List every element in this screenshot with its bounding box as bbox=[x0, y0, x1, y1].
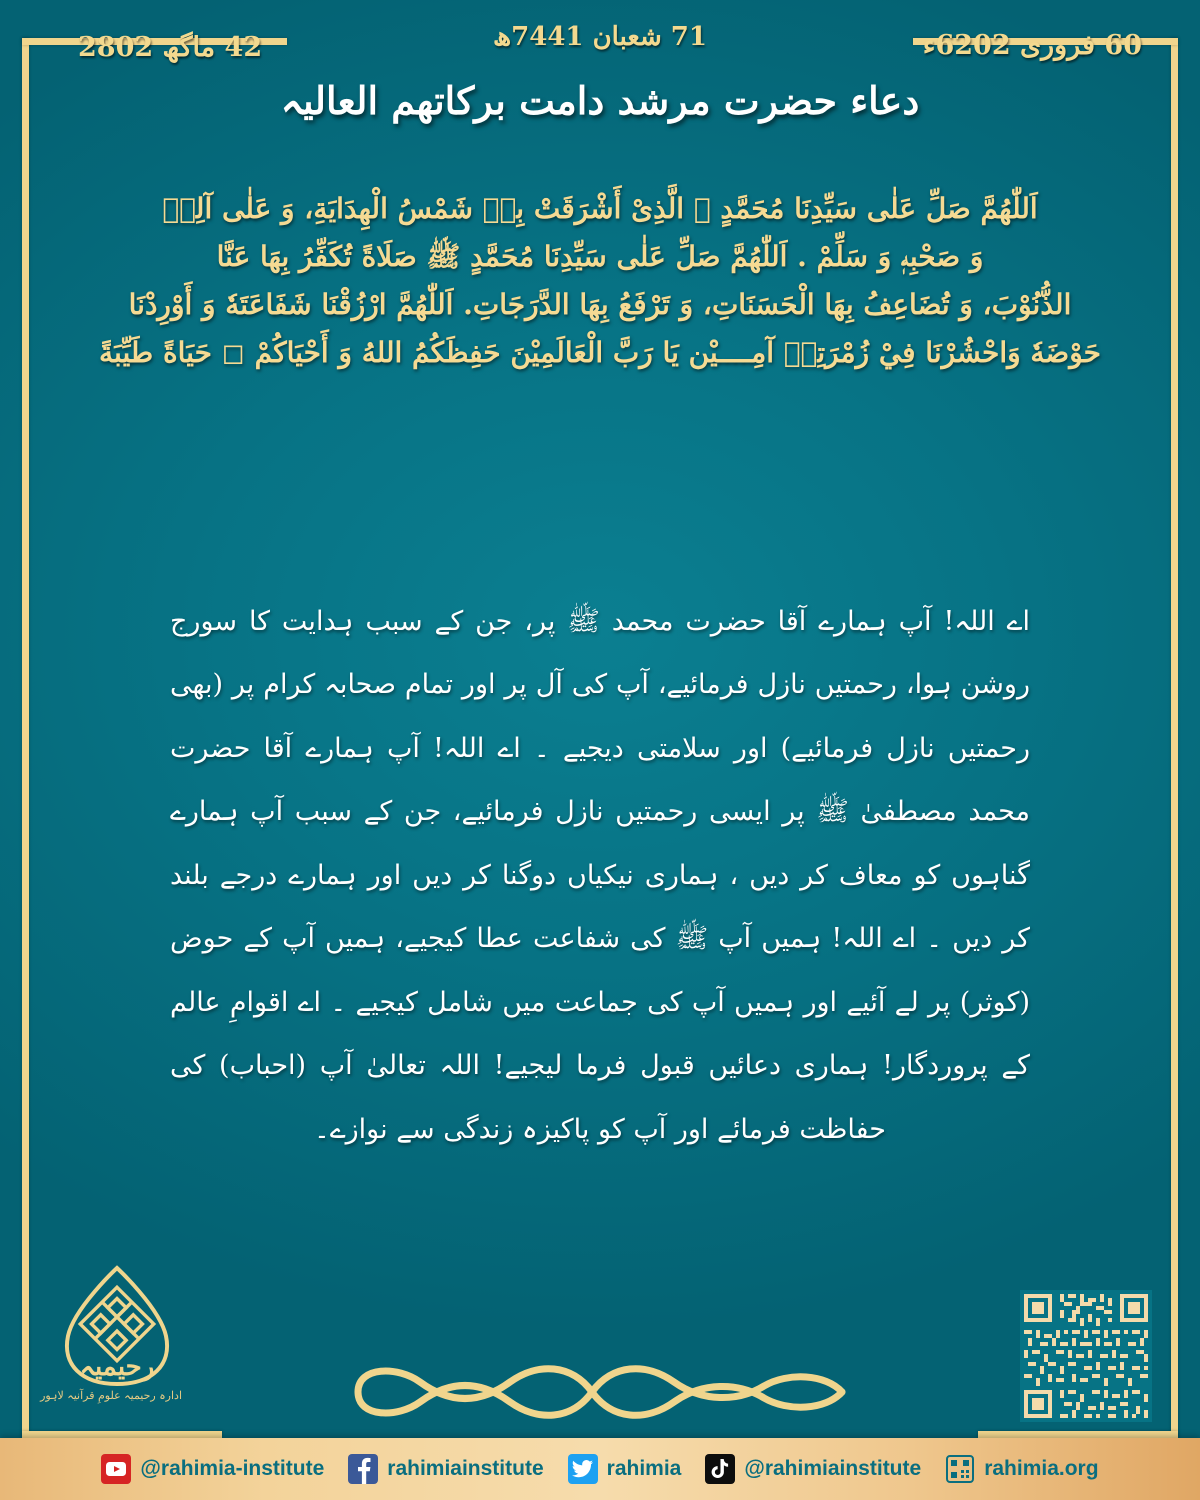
facebook-handle: rahimiainstitute bbox=[387, 1457, 544, 1480]
social-youtube[interactable] bbox=[101, 1454, 324, 1484]
website-handle: rahimia.org bbox=[984, 1457, 1099, 1480]
arabic-line-3: الذُّنُوْبَ، وَ تُضَاعِفُ بِهَا الْحَسَنَاتِ، وَ تَرْفَعُ بِهَا الدَّرَجَاتِ. اَللّٰهُمَّ ارْزُقْنَا شَفَاعَتَهٗ وَ أَوْرِدْنَا bbox=[128, 288, 1072, 322]
tiktok-icon bbox=[705, 1454, 735, 1484]
arabic-line-2: وَ صَحْبِهٖ وَ سَلِّمْ . اَللّٰهُمَّ صَلِّ عَلٰى سَيِّدِنَا مُحَمَّدٍ ﷺ صَلَاةً تُكَفِّرُ بِهَا عَنَّا bbox=[216, 240, 984, 274]
frame-border-right bbox=[1171, 38, 1178, 1438]
rahimia-logo bbox=[40, 1262, 182, 1412]
social-twitter[interactable] bbox=[568, 1454, 682, 1484]
logo-subtitle: ادارہ رحیمیہ علومِ قرآنیہ لاہور bbox=[40, 1389, 182, 1402]
footer-social-bar bbox=[0, 1438, 1200, 1500]
twitter-handle: rahimia bbox=[606, 1457, 682, 1480]
facebook-icon bbox=[348, 1454, 378, 1484]
decorative-flourish bbox=[340, 1352, 860, 1432]
header bbox=[0, 0, 1200, 150]
date-hijri: 17 شعبان 1447ھ bbox=[493, 22, 707, 52]
social-website[interactable] bbox=[945, 1454, 1098, 1484]
urdu-translation-text: اے اللہ! آپ ہمارے آقا حضرت محمد ﷺ پر، جن کے سبب ہدایت کا سورج روشن ہوا، رحمتیں نازل فرمائیے، آپ کی آل پر اور تمام صحابہ کرام پر (بھی رحمتیں نازل فرمائیے) اور سلامتی دیجیے ۔ اے اللہ! آپ ہمارے آقا حضرت محمد مصطفیٰ ﷺ پر ایسی رحمتیں نازل فرمائیے، جن کے سبب آپ ہمارے گناہوں کو معاف کر دیں ، ہماری نیکیاں دوگنا کر دیں اور ہمارے درجے بلند کر دیں ۔ اے اللہ! ہمیں آپ ﷺ کی شفاعت عطا کیجیے، ہمیں آپ کے حوض (کوثر) پر لے آئیے اور ہمیں آپ کی جماعت میں شامل کیجیے ۔ اے اقوامِ عالم کے پروردگار! ہماری دعائیں قبول فرما لیجیے! اللہ تعالیٰ آپ (احباب) کی حفاظت فرمائے اور آپ کو پاکیزہ زندگی سے نوازے۔ bbox=[170, 606, 1030, 1145]
date-bikrami: 24 ماگھ 2082 bbox=[78, 32, 263, 63]
arabic-dua-text bbox=[78, 185, 1122, 378]
arabic-line-1: اَللّٰهُمَّ صَلِّ عَلٰى سَيِّدِنَا مُحَمَّدٍ ﷺ الَّذِىْ أَشْرَقَتْ بِهٖ شَمْسُ الْهِدَايَةِ، وَ عَلٰى آلِهٖ bbox=[162, 192, 1038, 225]
website-icon bbox=[945, 1454, 975, 1484]
twitter-icon bbox=[568, 1454, 598, 1484]
frame-border-bottom-left bbox=[22, 1431, 222, 1438]
date-gregorian: 06 فروری 2026ء bbox=[922, 30, 1142, 61]
frame-border-left bbox=[22, 38, 29, 1438]
arabic-line-4: حَوْضَهٗ وَاحْشُرْنَا فِيْ زُمْرَتِهٖ آمِــــيْن يَا رَبَّ الْعَالَمِيْنَ حَفِظَكُمُ اللهُ وَ أَحْيَاكُمْ ◻ حَيَاةً طَيِّبَةً bbox=[99, 336, 1101, 370]
frame-border-bottom-right bbox=[978, 1431, 1178, 1438]
youtube-icon bbox=[101, 1454, 131, 1484]
page-title: دعاء حضرت مرشد دامت برکاتهم العالیہ bbox=[280, 78, 920, 123]
social-tiktok[interactable] bbox=[705, 1454, 921, 1484]
tiktok-handle: @rahimiainstitute bbox=[744, 1457, 922, 1480]
logo-name: رحیمیہ bbox=[79, 1352, 155, 1382]
youtube-handle: @rahimia-institute bbox=[140, 1457, 325, 1480]
social-facebook[interactable] bbox=[348, 1454, 543, 1484]
qr-code[interactable] bbox=[1020, 1290, 1152, 1422]
